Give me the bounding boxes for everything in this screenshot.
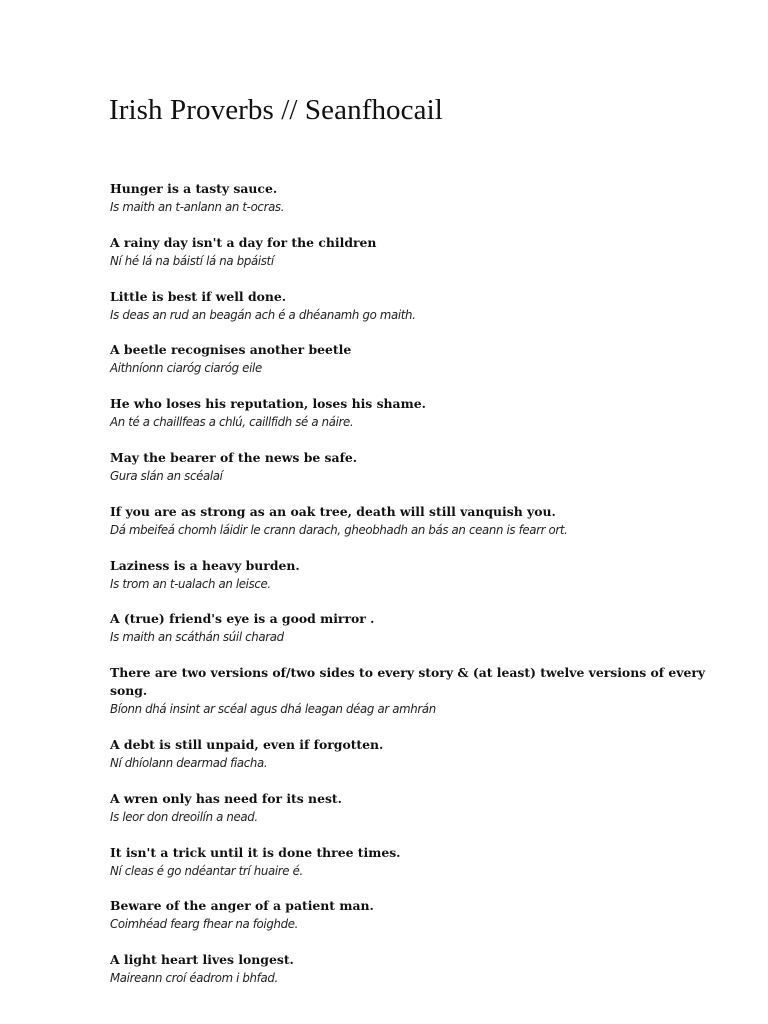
proverb-irish: Ní dhíolann dearmad fiacha. xyxy=(110,755,268,770)
proverb-english: Little is best if well done. xyxy=(110,288,287,304)
proverb-list xyxy=(110,180,710,1005)
proverb-english: Hunger is a tasty sauce. xyxy=(110,181,278,196)
proverb-irish: Dá mbeifeá chomh láidir le crann darach, gheobhadh an bás an ceann is fearr ort. xyxy=(110,522,568,537)
proverb-english: A rainy day isn't a day for the children xyxy=(110,234,377,250)
proverb-item xyxy=(110,180,710,234)
proverb-irish: Is maith an scáthán súil charad xyxy=(110,630,284,645)
proverb-irish: Maireann croí éadrom i bhfad. xyxy=(110,971,278,986)
proverb-english: It isn't a trick until it is done three times. xyxy=(110,844,401,860)
proverb-irish: Is trom an t-ualach an leisce. xyxy=(110,576,271,591)
proverb-irish: Ní hé lá na báistí lá na bpáistí xyxy=(110,253,274,268)
proverb-item xyxy=(110,503,710,557)
proverb-item xyxy=(110,610,710,664)
proverb-english: Beware of the anger of a patient man. xyxy=(110,898,374,914)
page-title: Irish Proverbs // Seanfhocail xyxy=(109,94,443,126)
proverb-irish: An té a chaillfeas a chlú, caillfidh sé a náire. xyxy=(110,415,354,430)
proverb-irish: Is maith an t-anlann an t-ocras. xyxy=(110,200,285,214)
proverb-english: A beetle recognises another beetle xyxy=(110,342,352,358)
proverb-item xyxy=(110,844,710,898)
proverb-item xyxy=(110,234,710,288)
proverb-irish: Gura slán an scéalaí xyxy=(110,468,223,483)
proverb-irish: Bíonn dhá insint ar scéal agus dhá leagan déag ar amhrán xyxy=(110,702,436,717)
proverb-irish: Aithníonn ciaróg ciaróg eile xyxy=(110,361,262,376)
proverb-english: Laziness is a heavy burden. xyxy=(110,557,300,573)
proverb-item xyxy=(110,951,710,1005)
proverb-english: A debt is still unpaid, even if forgotten. xyxy=(110,736,384,752)
proverb-english: May the bearer of the news be safe. xyxy=(110,449,358,465)
proverb-item xyxy=(110,557,710,611)
proverb-english: A wren only has need for its nest. xyxy=(110,790,342,806)
proverb-irish: Coimhéad fearg fhear na foighde. xyxy=(110,917,299,932)
proverb-irish: Is leor don dreoilín a nead. xyxy=(110,809,258,824)
proverb-english: A (true) friend's eye is a good mirror . xyxy=(110,611,375,627)
proverb-item xyxy=(110,897,710,951)
proverb-item xyxy=(110,395,710,449)
proverb-item xyxy=(110,736,710,790)
proverb-item xyxy=(110,341,710,395)
proverb-english: If you are as strong as an oak tree, death will still vanquish you. xyxy=(110,503,556,519)
proverb-item xyxy=(110,449,710,503)
proverb-item xyxy=(110,790,710,844)
proverb-english: A light heart lives longest. xyxy=(110,952,294,968)
proverb-item xyxy=(110,288,710,342)
proverb-irish: Is deas an rud an beagán ach é a dhéanamh go maith. xyxy=(110,307,416,322)
proverb-item xyxy=(110,664,710,736)
proverb-english: He who loses his reputation, loses his shame. xyxy=(110,396,426,412)
proverb-english: There are two versions of/two sides to every story & (at least) twelve versions of every song. xyxy=(110,665,706,699)
proverb-irish: Ní cleas é go ndéantar trí huaire é. xyxy=(110,863,303,878)
